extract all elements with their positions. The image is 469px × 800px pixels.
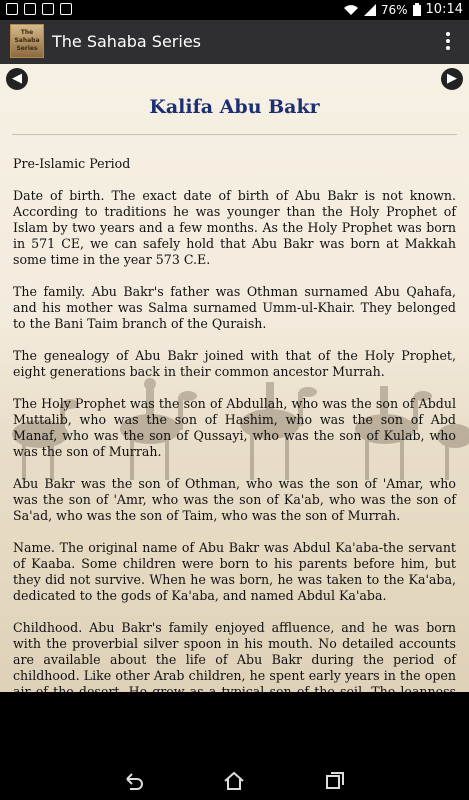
paragraph: Pre-Islamic Period — [13, 156, 131, 171]
wifi-icon — [343, 4, 359, 16]
battery-percent: 76% — [380, 2, 408, 17]
signal-icon — [364, 4, 376, 16]
system-nav-bar — [0, 762, 469, 800]
clock: 10:14 — [425, 2, 463, 17]
overflow-menu-icon[interactable] — [445, 32, 451, 52]
title-divider — [12, 134, 457, 135]
action-bar — [0, 20, 469, 64]
paragraph: Abu Bakr was the son of Othman, who was the son of 'Amar, who was the son of 'Amr, who was the son of Ka'ab, who was the son of Sa'ad, who was the son of Taim, who was the son of Murrah. — [13, 476, 456, 523]
next-arrow-icon[interactable]: ▶ — [441, 68, 463, 90]
status-bar — [0, 0, 469, 20]
notification-icon — [6, 3, 18, 15]
paragraph: Childhood. Abu Bakr's family enjoyed affluence, and he was born with the proverbial silver spoon in his mouth. No detailed accounts are available about the life of Abu Bakr during the period of childhood. Like other Arab children, he spent early years in the open — [13, 620, 456, 683]
paragraph: Date of birth. The exact date of birth of Abu Bakr is not known. According to traditions he was younger than the Holy Prophet of Islam by two years and a few months. As the Holy Prophet was born in 571 CE, we can safely hold that Abu Bakr was born at Makkah some time in the year 573 C.E. — [13, 188, 456, 267]
empty-area — [0, 692, 469, 762]
app-notification-icon — [60, 3, 72, 15]
paragraph: Name. The original name of Abu Bakr was Abdul Ka'aba-the servant of Kaaba. Some children were born to his parents before him, but they did not survive. When he was born, he was taken to the Ka'aba, dedicated to the gods of Ka'aba, and named Abdul Ka'aba. — [13, 540, 456, 603]
store-notification-icon — [42, 3, 54, 15]
app-title: The Sahaba Series — [52, 32, 201, 51]
battery-icon — [413, 3, 421, 16]
recent-apps-icon[interactable] — [324, 770, 346, 792]
paragraph: The genealogy of Abu Bakr joined with that of the Holy Prophet, eight generations back in their common ancestor Murrah. — [13, 348, 456, 379]
article-view[interactable] — [0, 64, 469, 692]
app-logo[interactable]: The Sahaba Series — [10, 24, 44, 58]
home-icon[interactable] — [223, 770, 245, 792]
paragraph: The family. Abu Bakr's father was Othman surnamed Abu Qahafa, and his mother was Salma surnamed Umm-ul-Khair. They belonged to the Bani Taim branch of the Quraish. — [13, 284, 456, 331]
paragraph: The Holy Prophet was the son of Abdullah, who was the son of Abdul Muttalib, who was the son of Hashim, who was the son of Abd Manaf, who was the son of Qussayi, who was the son of Kulab, who was the son of Murrah. — [13, 396, 456, 459]
image-notification-icon — [24, 3, 36, 15]
notification-icons — [6, 3, 72, 15]
article-title: Kalifa Abu Bakr — [149, 96, 320, 118]
previous-arrow-icon[interactable]: ◀ — [6, 68, 28, 90]
back-icon[interactable] — [122, 770, 144, 792]
article-body — [13, 156, 456, 732]
